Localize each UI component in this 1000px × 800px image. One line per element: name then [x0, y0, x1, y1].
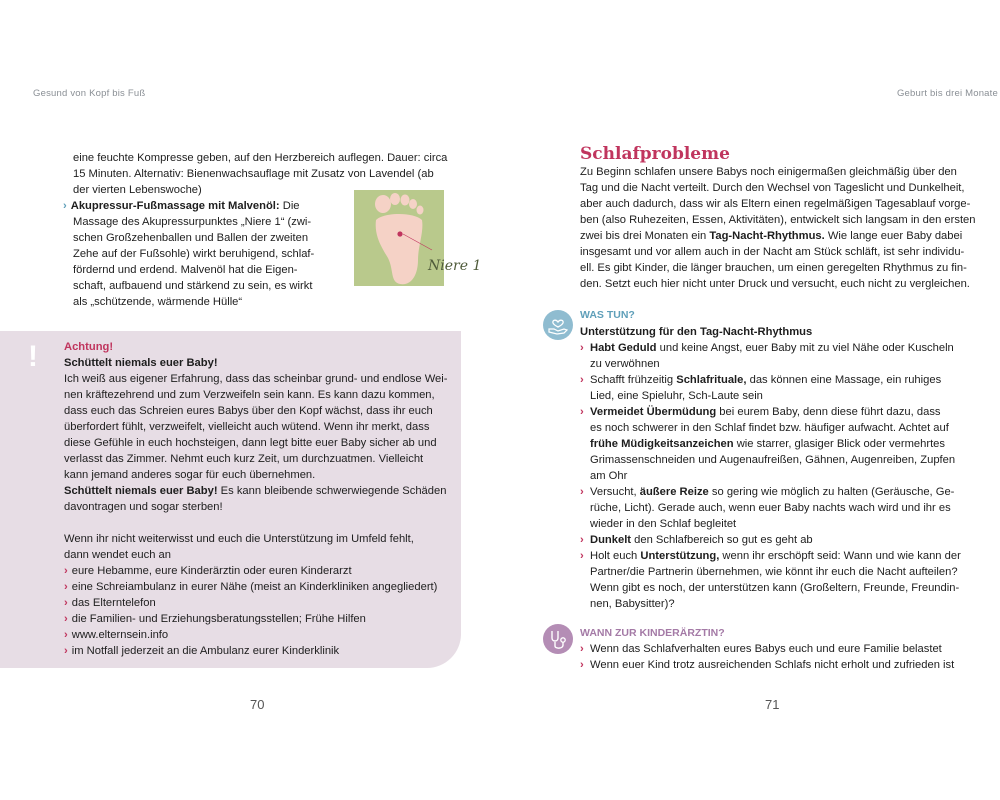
running-head-left: Gesund von Kopf bis Fuß — [33, 88, 146, 99]
text-line: Tag und die Nacht verteilt. Durch den Wechsel von Tageslicht und Dunkelheit, — [580, 182, 965, 194]
tip-item: › Habt Geduld und keine Angst, euer Baby mit zu viel Nähe oder Kuscheln zu verwöhnen — [580, 342, 954, 370]
chevron-right-icon: › — [580, 486, 584, 498]
alert-label: Achtung! — [64, 341, 114, 353]
tip-item: › Dunkelt den Schlafbereich so gut es geht ab — [580, 534, 813, 546]
chevron-right-icon: › — [580, 534, 584, 546]
text-line: schaft, aufbauend und stärkend zu sein, es wirkt — [73, 280, 313, 292]
intro-text-right: Zu Beginn schlafen unsere Babys noch einigermaßen gleichmäßig über den Tag und die Nacht verteilt. Durch den Wechsel von Tageslicht und Dunkelheit, aber auch dadurch, dass wir als Eltern einen regelmäßigen Tagesablauf vorge- ben (also Ruhezeiten, Essen, Aktivitäten), entwickelt sich langsam in den ersten zwei bis drei Monaten ein Tag-Nacht-Rhythmus. Wie lange euer Baby dabei insgesamt und vor allem auch in der Nacht am Stück schläft, ist sehr individu- ell. Es gibt Kinder, die länger brauchen, um einen geregelten Rhythmus zu fin- den. Setzt euch hier nicht unter Druck und versucht, euch nicht zu vergleichen. — [580, 164, 992, 292]
alert-content — [64, 339, 456, 659]
tip-item: › Versucht, äußere Reize so gering wie möglich zu halten (Geräusche, Ge- rüche, Licht). Gerade auch, wenn euer Baby nachts wach wird und ihr es wieder in den Schlaf begleitet — [580, 486, 955, 530]
chevron-right-icon: › — [580, 374, 584, 386]
text-line: kann jemand anderes sogar für euch übernehmen. — [64, 469, 316, 481]
chevron-right-icon: › — [580, 342, 584, 354]
heart-hand-icon — [542, 309, 574, 341]
text-line: Zehe auf der Fußsohle) wirkt beruhigend, schlaf- — [73, 248, 315, 260]
section-heading: Schlafprobleme — [580, 144, 730, 164]
text-line: ell. Es gibt Kinder, die länger brauchen, um einen geregelten Rhythmus zu fin- — [580, 262, 967, 274]
chevron-right-icon: › — [580, 659, 584, 671]
chevron-right-icon: › — [64, 597, 68, 609]
text-line: dann wendet euch an — [64, 549, 171, 561]
tips-list — [580, 340, 995, 612]
text-fragment: Es kann bleibende schwerwiegende Schäden — [217, 485, 447, 497]
doctor-list — [580, 641, 995, 673]
text-line: schen Großzehenballen und Ballen der zweiten — [73, 232, 309, 244]
chevron-right-icon: › — [580, 550, 584, 562]
chevron-right-icon: › — [64, 565, 68, 577]
page-number-right: 71 — [765, 697, 780, 712]
was-tun-label: WAS TUN? — [580, 309, 635, 321]
alert-headline: Schüttelt niemals euer Baby! — [64, 357, 218, 369]
stethoscope-icon — [542, 623, 574, 655]
text-line: davontragen und sogar sterben! — [64, 501, 223, 513]
massage-tip — [63, 198, 323, 310]
text-line: insgesamt und vor allem auch in der Nacht am Stück schläft, ist sehr individu- — [580, 246, 965, 258]
contact-item: › die Familien- und Erziehungsberatungsstellen; Frühe Hilfen — [64, 613, 366, 625]
foot-label: Niere 1 — [428, 258, 482, 274]
text-line: fördernd und erdend. Malvenöl hat die Eigen- — [73, 264, 298, 276]
text-line: nen kräftezehrend und zum Verzweifeln sein kann. Es kann dazu kommen, — [64, 389, 435, 401]
text-line: als „schützende, wärmende Hülle“ — [73, 296, 243, 308]
text-line: Massage des Akupressurpunktes „Niere 1“ (zwi- — [73, 216, 312, 228]
text-line: 15 Minuten. Alternativ: Bienenwachsauflage mit Zusatz von Lavendel (ab — [73, 168, 434, 180]
text-line: der vierten Lebenswoche) — [73, 184, 202, 196]
text-line: Zu Beginn schlafen unsere Babys noch einigermaßen gleichmäßig über den — [580, 166, 957, 178]
massage-title: Akupressur-Fußmassage mit Malvenöl: — [70, 200, 280, 212]
text-line: Wenn ihr nicht weiterwisst und euch die Unterstützung im Umfeld fehlt, — [64, 533, 414, 545]
text-line: diese Gefühle in euch hochsteigen, dann legt bitte euer Baby sicher ab und — [64, 437, 437, 449]
support-title: Unterstützung für den Tag-Nacht-Rhythmus — [580, 326, 813, 338]
text-line: Ich weiß aus eigener Erfahrung, dass das scheinbar grund- und endlose Wei- — [64, 373, 448, 385]
text-line: eine feuchte Kompresse geben, auf den Herzbereich auflegen. Dauer: circa — [73, 152, 448, 164]
warning-bold: Schüttelt niemals euer Baby! — [64, 485, 218, 497]
text-line: den. Setzt euch hier nicht unter Druck und versucht, euch nicht zu vergleichen. — [580, 278, 970, 290]
contact-item: › www.elternsein.info — [64, 629, 169, 641]
chevron-right-icon: › — [64, 645, 68, 657]
doctor-item: › Wenn euer Kind trotz ausreichenden Schlafs nicht erholt und zufrieden ist — [580, 659, 955, 671]
chevron-right-icon: › — [64, 613, 68, 625]
tip-item: › Vermeidet Übermüdung bei eurem Baby, denn diese führt dazu, dass es noch schwerer in den Schlaf findet bzw. häufiger aufwacht. Achtet auf frühe Müdigkeitsanzeichen wie starrer, glasiger Blick oder vermehrtes Grimassenschneiden und Augenaufreißen, Gähnen, Augenreiben, Zupfen am Ohr — [580, 406, 956, 482]
text-line: überfordert fühlt, verzweifelt, vielleicht auch wütend. Wenn ihr merkt, dass — [64, 421, 430, 433]
tip-item: › Holt euch Unterstützung, wenn ihr erschöpft seid: Wann und wie kann der Partner/die Partnerin übernehmen, wie könnt ihr euch die Nacht aufteilen? Wenn gibt es noch, der unterstützen kann (Großeltern, Freunde, Freundin- nen, Babysitter)? — [580, 550, 961, 610]
contact-item: › im Notfall jederzeit an die Ambulanz eurer Kinderklinik — [64, 645, 340, 657]
text-line: verlasst das Zimmer. Nehmt euch kurz Zeit, um durchzuatmen. Vielleicht — [64, 453, 424, 465]
chevron-right-icon: › — [64, 629, 68, 641]
tip-item: › Schafft frühzeitig Schlafrituale, das können eine Massage, ein ruhiges Lied, eine Spieluhr, Sch-Laute sein — [580, 374, 942, 402]
page-number-left: 70 — [250, 697, 265, 712]
chevron-right-icon: › — [64, 581, 68, 593]
text-line: aber auch dadurch, dass wir als Eltern einen regelmäßigen Tagesablauf vorge- — [580, 198, 971, 210]
text-line: ben (also Ruhezeiten, Essen, Aktivitäten), entwickelt sich langsam in den ersten — [580, 214, 976, 226]
doctor-item: › Wenn das Schlafverhalten eures Babys euch und eure Familie belastet — [580, 643, 942, 655]
contact-item: › das Elterntelefon — [64, 597, 156, 609]
when-doctor-label: WANN ZUR KINDERÄRZTIN? — [580, 627, 725, 639]
text-line: dass euch das Schreien eures Babys über den Kopf wächst, dass ihr euch — [64, 405, 433, 417]
exclamation-icon: ! — [28, 340, 38, 373]
contact-item: › eure Hebamme, eure Kinderärztin oder euren Kinderarzt — [64, 565, 352, 577]
contact-item: › eine Schreiambulanz in eurer Nähe (meist an Kinderkliniken angegliedert) — [64, 581, 438, 593]
running-head-right: Geburt bis drei Monate — [896, 88, 998, 99]
chevron-right-icon: › — [580, 406, 584, 418]
text-fragment: Die — [279, 200, 300, 212]
chevron-right-icon: › — [63, 200, 67, 212]
chevron-right-icon: › — [580, 643, 584, 655]
